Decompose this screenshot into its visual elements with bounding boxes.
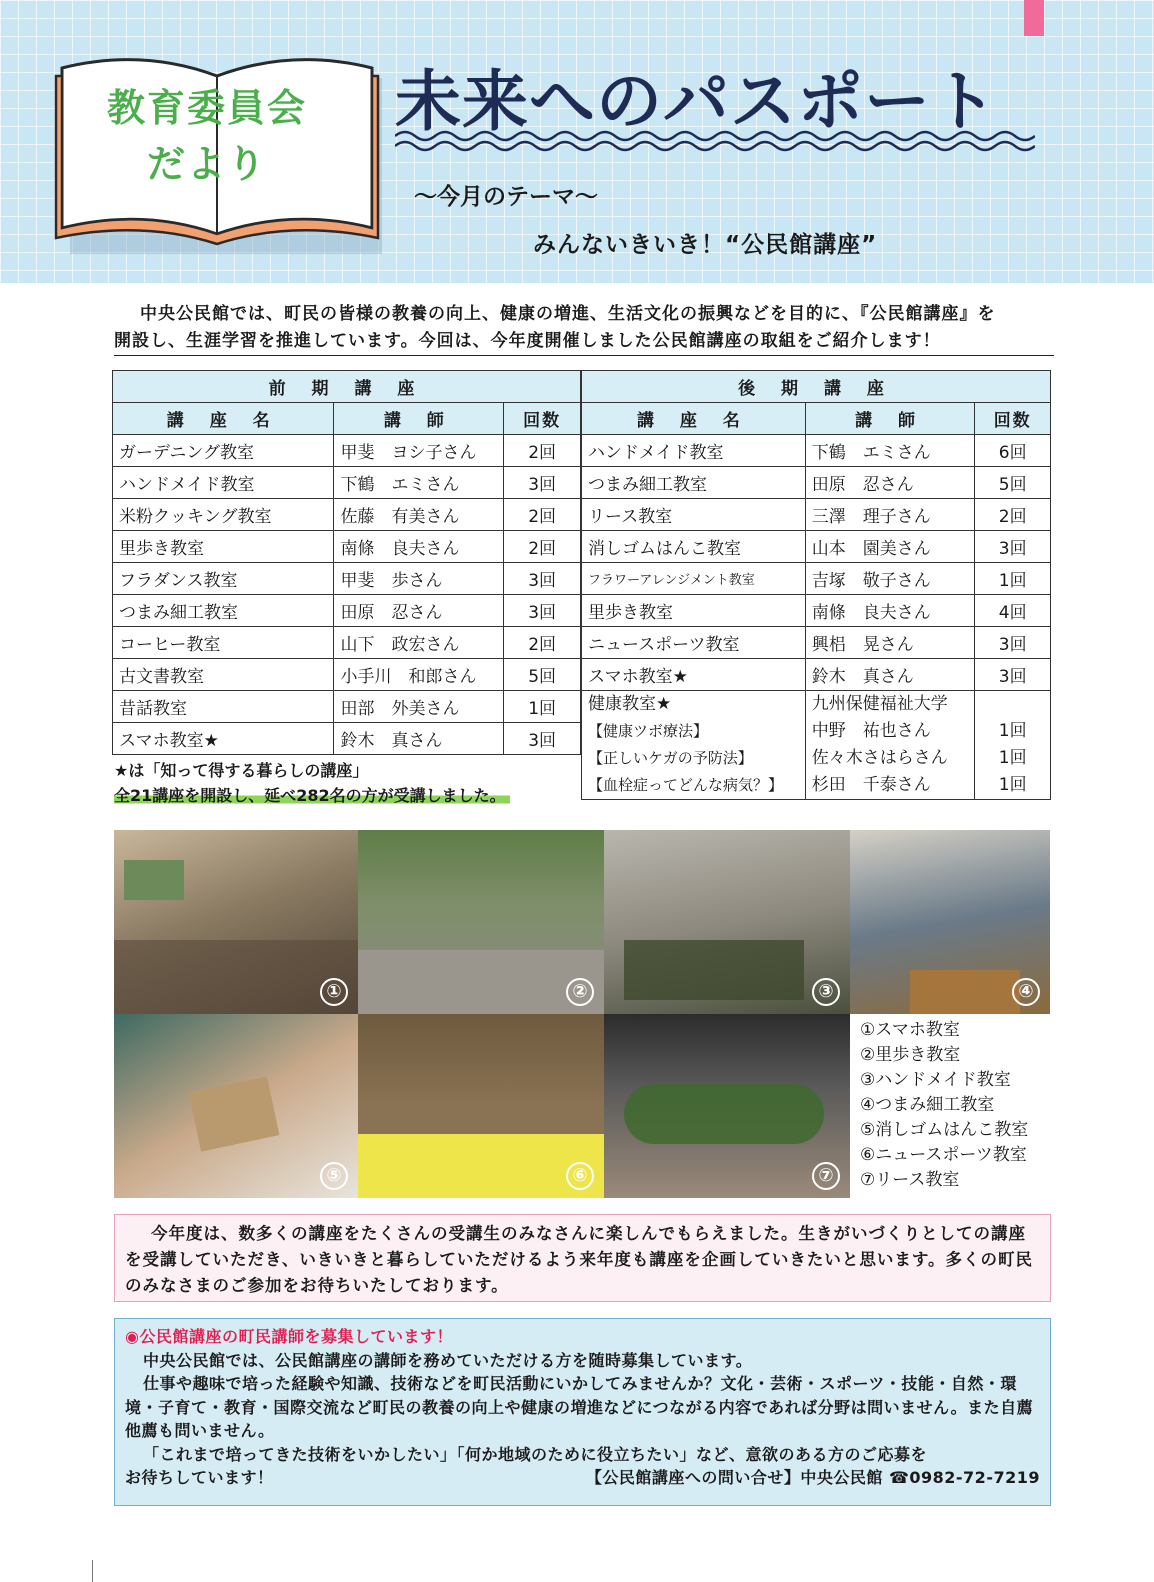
book-title-line1: 教育委員会 [106,86,307,130]
early-cell-lecturer: 佐藤 有美さん [334,499,504,531]
late-cell-lecturer: 鈴木 真さん [805,659,975,691]
early-cell-name: スマホ教室★ [113,723,334,755]
photo-tsumami-class [850,830,1050,1014]
late-cell-name: つまみ細工教室 [582,467,806,499]
early-cell-count: 1回 [504,691,581,723]
early-row [113,627,581,659]
early-row [113,659,581,691]
health-org: 九州保健福祉大学 [811,694,948,714]
early-cell-count: 3回 [504,723,581,755]
early-cell-count: 5回 [504,659,581,691]
recruit-contact: 【公民館講座への問い合せ】中央公民館 ☎0982-72-7219 [585,1468,1040,1487]
late-row [582,499,1051,531]
health-sub3: 【血栓症ってどんな病気？】 [588,776,784,794]
late-table-title: 後 期 講 座 [582,371,1051,403]
early-cell-lecturer: 南條 良夫さん [334,531,504,563]
recruit-p1: 中央公民館では、公民館講座の講師を務めていただける方を随時募集しています。 [143,1350,753,1370]
health-lec1: 中野 祐也さん [811,721,931,741]
early-cell-name: ガーデニング教室 [113,435,334,467]
photo-badge-2: ② [566,978,594,1006]
photo-village-walk [358,830,604,1014]
early-row [113,531,581,563]
health-class-title: 健康教室★ [588,694,672,714]
legend-item: ②里歩き教室 [860,1045,961,1065]
late-cell-lecturer: 田原 忍さん [805,467,975,499]
late-row [582,467,1051,499]
photo-badge-6: ⑥ [566,1162,594,1190]
late-courses-table [581,370,1051,800]
late-row [582,627,1051,659]
recruit-box [114,1318,1051,1506]
early-row [113,435,581,467]
late-header-count: 回数 [975,403,1051,435]
health-c1: 1回 [998,721,1027,741]
late-cell-count: 4回 [975,595,1051,627]
late-cell-name: リース教室 [582,499,806,531]
early-table-body [113,435,581,755]
early-cell-name: 昔話教室 [113,691,334,723]
early-row [113,499,581,531]
early-table-title: 前 期 講 座 [113,371,581,403]
health-c3: 1回 [998,775,1027,795]
late-cell-name: 消しゴムはんこ教室 [582,531,806,563]
late-cell-name: フラワーアレンジメント教室 [582,563,806,595]
intro-text [114,301,1054,356]
late-row [582,435,1051,467]
wave-divider [395,128,1035,152]
health-class-counts [975,691,1051,800]
early-cell-lecturer: 田部 外美さん [334,691,504,723]
theme-label: ～今月のテーマ～ [414,184,598,210]
early-cell-lecturer: 山下 政宏さん [334,627,504,659]
health-class-names [582,691,806,800]
legend-item: ③ハンドメイド教室 [860,1070,1011,1090]
recruit-title: ◉公民館講座の町民講師を募集しています！ [125,1327,453,1346]
legend-item: ⑤消しゴムはんこ教室 [860,1120,1029,1140]
early-cell-name: フラダンス教室 [113,563,334,595]
early-cell-count: 2回 [504,627,581,659]
early-row [113,563,581,595]
early-cell-name: 米粉クッキング教室 [113,499,334,531]
early-cell-lecturer: 甲斐 歩さん [334,563,504,595]
late-cell-count: 3回 [975,531,1051,563]
early-row [113,467,581,499]
late-cell-lecturer: 南條 良夫さん [805,595,975,627]
intro-line1: 中央公民館では、町民の皆様の教養の向上、健康の増進、生活文化の振興などを目的に、『公民館講座』を [140,304,996,324]
late-header-lecturer: 講 師 [805,403,975,435]
early-cell-name: ハンドメイド教室 [113,467,334,499]
early-cell-name: コーヒー教室 [113,627,334,659]
photo-wreath-class [604,1014,850,1198]
late-row [582,563,1051,595]
health-c2: 1回 [998,748,1027,768]
late-table-body [582,435,1051,691]
late-row [582,595,1051,627]
total-note: 全21講座を開設し、延べ282名の方が受講しました。 [114,783,510,806]
photo-badge-3: ③ [812,978,840,1006]
pink-tab [1024,0,1044,36]
late-cell-name: ハンドメイド教室 [582,435,806,467]
recruit-contact-row [125,1466,1040,1490]
early-cell-lecturer: 小手川 和郎さん [334,659,504,691]
legend-item: ④つまみ細工教室 [860,1095,995,1115]
health-sub1: 【健康ツボ療法】 [588,722,709,740]
early-row [113,595,581,627]
early-cell-count: 3回 [504,595,581,627]
early-cell-count: 3回 [504,563,581,595]
intro-line2: 開設し、生涯学習を推進しています。今回は、今年度開催しました公民館講座の取組をご紹介します！ [114,331,941,351]
header-banner [0,0,1154,283]
late-cell-lecturer: 三澤 理子さん [805,499,975,531]
early-cell-name: つまみ細工教室 [113,595,334,627]
photo-smartphone-class [114,830,358,1014]
photo-legend [860,1018,1028,1193]
page-marker [92,1560,93,1582]
late-cell-lecturer: 下鶴 エミさん [805,435,975,467]
late-cell-count: 6回 [975,435,1051,467]
book-title-line2: だより [146,142,267,186]
main-title: 未来へのパスポート [395,63,998,140]
photo-badge-1: ① [320,978,348,1006]
late-cell-count: 1回 [975,563,1051,595]
late-row [582,531,1051,563]
late-cell-count: 3回 [975,659,1051,691]
early-header-count: 回数 [504,403,581,435]
recruit-p2: 仕事や趣味で培った経験や知識、技術などを町民活動にいかしてみませんか？文化・芸術・スポーツ・技能・自然・環境・子育て・教育・国際交流など町民の教養の向上や健康の増進などにつながる内容であれば分野は問いません。また自薦他薦も問いません。 [125,1374,1034,1440]
early-cell-lecturer: 下鶴 エミさん [334,467,504,499]
legend-item: ①スマホ教室 [860,1020,960,1040]
book-title [72,80,342,192]
photo-badge-7: ⑦ [812,1162,840,1190]
early-cell-count: 2回 [504,499,581,531]
late-cell-count: 3回 [975,627,1051,659]
late-cell-count: 2回 [975,499,1051,531]
star-note: ★は「知って得する暮らしの講座」 [114,761,369,780]
health-class-lecturers [805,691,975,800]
late-cell-lecturer: 山本 園美さん [805,531,975,563]
photo-badge-5: ⑤ [320,1162,348,1190]
early-row [113,723,581,755]
late-cell-name: スマホ教室★ [582,659,806,691]
health-lec2: 佐々木さはらさん [811,748,948,768]
late-cell-lecturer: 興梠 晃さん [805,627,975,659]
early-header-name: 講 座 名 [113,403,334,435]
early-cell-name: 古文書教室 [113,659,334,691]
early-cell-lecturer: 田原 忍さん [334,595,504,627]
late-row [582,659,1051,691]
early-row [113,691,581,723]
late-header-name: 講 座 名 [582,403,806,435]
late-cell-lecturer: 吉塚 敬子さん [805,563,975,595]
theme-text: みんないきいき！“公民館講座” [533,232,878,258]
early-header-lecturer: 講 師 [334,403,504,435]
recruit-p3: 「これまで培ってきた技術をいかしたい」「何か地域のために役立ちたい」など、意欲のある方のご応募を [143,1444,928,1464]
early-cell-lecturer: 鈴木 真さん [334,723,504,755]
late-cell-name: 里歩き教室 [582,595,806,627]
early-cell-count: 2回 [504,531,581,563]
photo-eraser-stamp-class [114,1014,358,1198]
health-class-row [582,691,1051,800]
early-cell-lecturer: 甲斐 ヨシ子さん [334,435,504,467]
recruit-p4: お待ちしています！ [125,1468,274,1487]
closing-message: 今年度は、数多くの講座をたくさんの受講生のみなさんに楽しんでもらえました。生きがいづくりとしての講座を受講していただき、いきいきと暮らしていただけるよう来年度も講座を企画していきたいと思います。多くの町民のみなさまのご参加をお待ちいたしております。 [114,1214,1051,1302]
health-sub2: 【正しいケガの予防法】 [588,749,753,767]
photo-new-sports-class [358,1014,604,1198]
early-courses-table [112,370,581,755]
legend-item: ⑦リース教室 [860,1170,960,1190]
late-cell-count: 5回 [975,467,1051,499]
health-lec3: 杉田 千泰さん [811,775,931,795]
legend-item: ⑥ニュースポーツ教室 [860,1145,1027,1165]
early-cell-count: 3回 [504,467,581,499]
photo-badge-4: ④ [1012,978,1040,1006]
photo-handmade-class [604,830,850,1014]
late-cell-name: ニュースポーツ教室 [582,627,806,659]
early-cell-count: 2回 [504,435,581,467]
early-cell-name: 里歩き教室 [113,531,334,563]
